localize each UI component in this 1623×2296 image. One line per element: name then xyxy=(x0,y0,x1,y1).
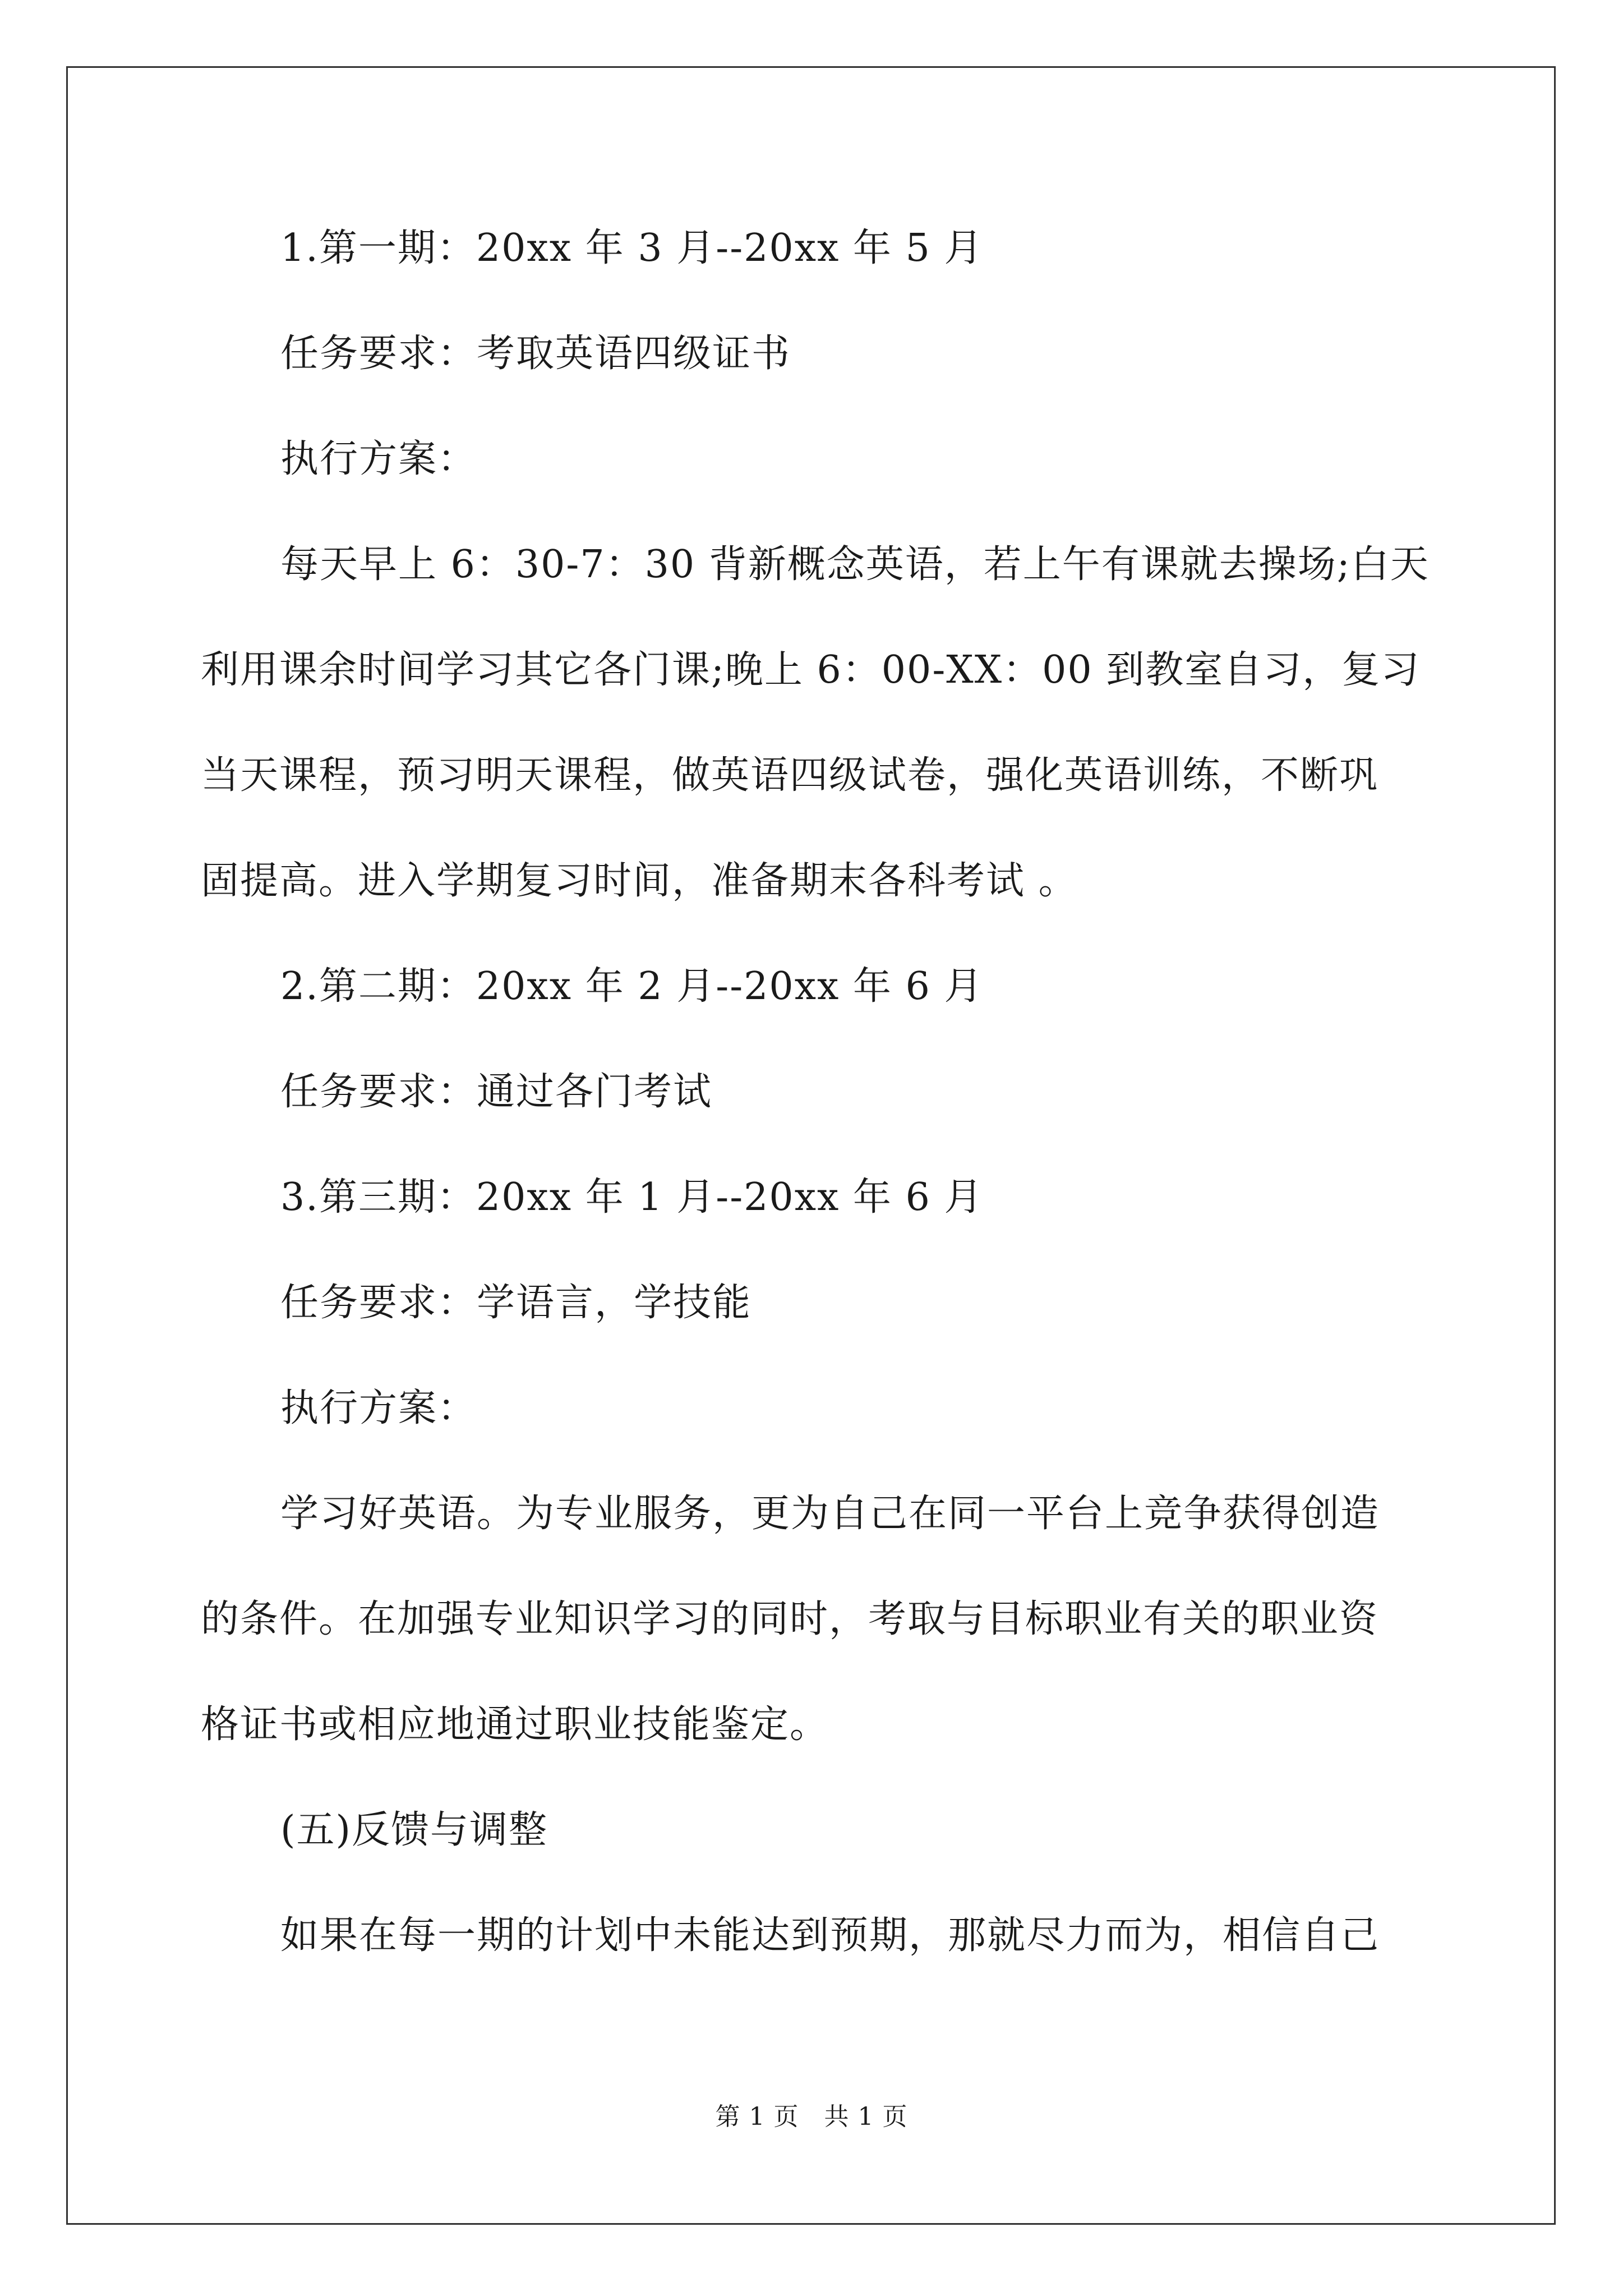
paragraph-line: 执行方案： xyxy=(280,1386,477,1430)
page-frame xyxy=(66,66,1556,2225)
paragraph-line: 任务要求：学语言，学技能 xyxy=(280,1281,752,1325)
paragraph-line: 2.第二期：20xx 年 2 月--20xx 年 6 月 xyxy=(280,964,984,1009)
paragraph-line: 固提高。进入学期复习时间，准备期末各科考试 。 xyxy=(201,859,1078,903)
paragraph-line: 学习好英语。为专业服务，更为自己在同一平台上竞争获得创造 xyxy=(280,1492,1380,1536)
paragraph-line: 格证书或相应地通过职业技能鉴定。 xyxy=(201,1703,829,1747)
paragraph-line: 当天课程，预习明天课程，做英语四级试卷，强化英语训练，不断巩 xyxy=(201,753,1379,798)
section-heading: (五)反馈与调整 xyxy=(280,1808,548,1852)
page-footer: 第 1 页 共 1 页 xyxy=(715,2102,908,2131)
paragraph-line: 3.第三期：20xx 年 1 月--20xx 年 6 月 xyxy=(280,1175,984,1220)
paragraph-line: 1.第一期：20xx 年 3 月--20xx 年 5 月 xyxy=(280,226,984,270)
paragraph-line: 执行方案： xyxy=(280,437,477,481)
paragraph-line: 任务要求：考取英语四级证书 xyxy=(280,332,791,376)
paragraph-line: 的条件。在加强专业知识学习的同时，考取与目标职业有关的职业资 xyxy=(201,1597,1379,1641)
paragraph-line: 每天早上 6：30-7：30 背新概念英语，若上午有课就去操场;白天 xyxy=(280,542,1430,587)
paragraph-line: 如果在每一期的计划中未能达到预期，那就尽力而为，相信自己 xyxy=(280,1913,1380,1958)
paragraph-line: 任务要求：通过各门考试 xyxy=(280,1070,713,1114)
paragraph-line: 利用课余时间学习其它各门课;晚上 6：00-XX：00 到教室自习，复习 xyxy=(201,648,1421,692)
